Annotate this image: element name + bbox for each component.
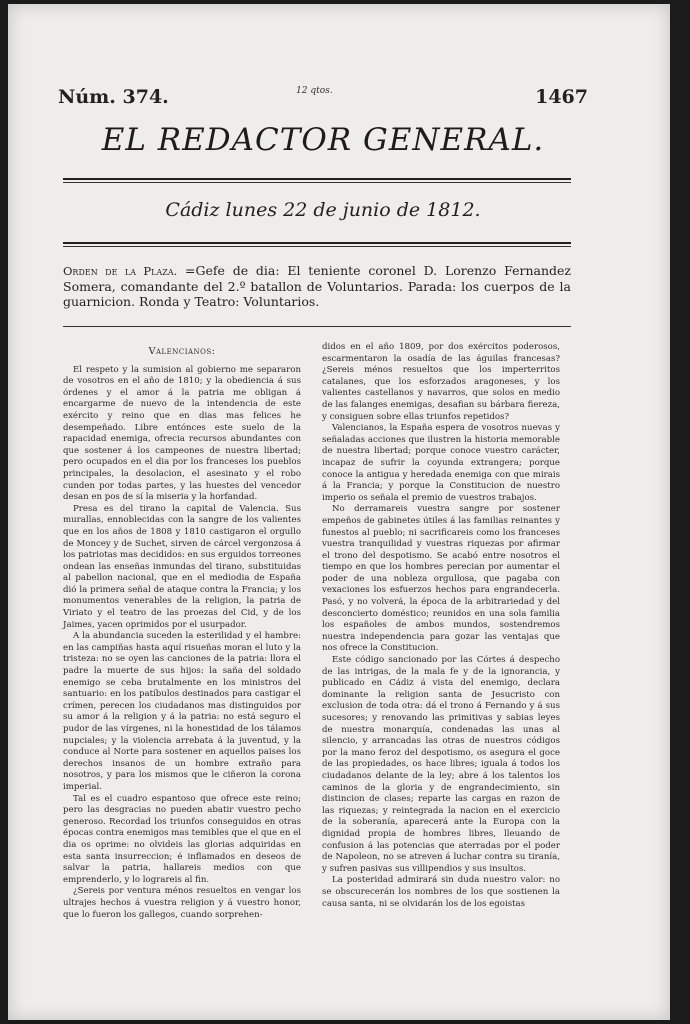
paragraph: El respeto y la sumision al gobierno me separaron de vosotros en el año de 1810; y la obediencia á sus órdenes y el amor á la patria me obligan á encargarme de nuevo de la intendencia de este exército y reino que en dias mas felices he desempeñado. Libre entónces este suelo de la rapacidad enemiga, ofrecia recursos abundantes con que sostener á los campeones de nuestra libertad; pero ocupados en el dia por los franceses los pueblos principales, la desolacion, el asesinato y el robo cunden por todas partes, y las huestes del vencedor desan en pos de sí la miseria y la horfandad. (63, 364, 301, 503)
paragraph: A la abundancia suceden la esterilidad y el hambre: en las campiñas hasta aquí risueñas moran el luto y la tristeza: no se oyen las canciones de la patria: llora el padre la muerte de sus hijos: la saña del soldado enemigo se ceba brutalmente en los ministros del santuario: en los patíbulos destinados para castigar el crímen, perecen los ciudadanos mas distinguidos por su amor á la religion y á la patria: no está seguro el pudor de las vírgenes, ni la honestidad de los tálamos nupciales; y la violencia arrebata á la juventud, y la conduce al Norte para sostener en aquellos paises los derechos insanos de un hombre extraño para nosotros, y para los mismos que le ciñeron la corona imperial. (63, 631, 301, 792)
paragraph: Valencianos, la España espera de vosotros nuevas y señaladas acciones que ilustren la historia memorable de nuestra libertad; porque conoce vuestro carácter, incapaz de sufrir la coyunda extrangera; porque conoce la antigua y heredada enemiga con que mirais á la Francia; y porque la Constitucion de nuestro imperio os señala el premio de vuestros trabajos. (322, 423, 560, 503)
rule-top-2 (63, 182, 571, 183)
newspaper-page (8, 4, 670, 1020)
column-left (63, 342, 301, 921)
rule-section (63, 326, 571, 327)
header-row (58, 86, 588, 116)
issue-number: Núm. 374. (58, 86, 169, 108)
paragraph: No derramareis vuestra sangre por sostener empeños de gabinetes útiles á las familias reinantes y funestos al pueblo; ni sacrificareis como los franceses vuestra tranquilidad y vuestras riquezas por afirmar el trono del despotismo. Se acabó entre nosotros el tiempo en que los hombres perecian por aumentar el poder de una nobleza orgullosa, que pagaba con vexaciones los esfuerzos hechos para engrandecerla. Pasó, y no volverá, la época de la arbitrariedad y del desconcierto doméstico; reunidos en una sola familia los españoles de ambos mundos, sostendremos nuestra independencia para gozar las ventajas que nos ofrece la Constitucion. (322, 504, 560, 654)
orden-de-la-plaza (63, 263, 571, 309)
column-right (322, 342, 560, 910)
orden-text: =Gefe de dia: El teniente coronel D. Lorenzo Fernandez Somera, comandante del 2.º batallon de Voluntarios. Parada: los cuerpos de la guarnicion. Ronda y Teatro: Voluntarios. (63, 263, 571, 309)
rule-mid-2 (63, 246, 571, 247)
rule-mid-1 (63, 242, 571, 244)
rule-top-1 (63, 178, 571, 180)
price: 12 qtos. (296, 86, 333, 96)
paragraph: didos en el año 1809, por dos exércitos poderosos, escarmentaron la osadía de las águilas francesas? ¿Sereis ménos resueltos que los imperterritos catalanes, que los esforzados aragoneses, y los valientes castellanos y navarros, que solos en medio de las falanges enemigas, desafian su bárbara fiereza, y consiguen sobre ellas triunfos repetidos? (322, 342, 560, 422)
paragraph: Presa es del tirano la capital de Valencia. Sus murallas, ennoblecidas con la sangre de los valientes que en los años de 1808 y 1810 castigaron el orgullo de Moncey y de Suchet, sirven de cárcel vergonzosa á los patriotas mas decididos: en sus erguidos torreones ondean las enseñas inmundas del tirano, substituidas al pabellon nacional, que en el mediodia de España dió la primera señal de ataque contra la Francia; y los monumentos venerables de la religion, la patria de Viriato y el teatro de las proezas del Cid, y de los Jaimes, yacen oprimidos por el usurpador. (63, 503, 301, 630)
section-title: Valencianos: (148, 346, 216, 357)
paragraph: La posteridad admirará sin duda nuestro valor: no se obscurecerán los nombres de los que sostienen la causa santa, ni se olvidarán los de los egoistas (322, 875, 560, 909)
dateline: Cádiz lunes 22 de junio de 1812. (165, 199, 481, 221)
masthead-title: EL REDACTOR GENERAL. (101, 122, 545, 158)
paragraph: Este código sancionado por las Córtes á despecho de las intrigas, de la mala fe y de la ignorancia, y publicado en Cádiz á vista del enemigo, declara dominante la religion santa de Jesucristo con exclusion de toda otra: dá el trono á Fernando y á sus sucesores; y renovando las primitivas y sabias leyes de nuestra monarquía, condenadas las unas al silencio, y arrancadas las otras de nuestros códigos por la mano feroz del despotismo, os asegura el goce de las propiedades, os hace libres; iguala á todos los ciudadanos delante de la ley; abre á los talentos los caminos de la gloria y de engrandecimiento, sin distincion de clases; reparte las cargas en razon de las riquezas; y reintegrada la nacion en el exercicio de la soberanía, aparecerá ante la Europa con la dignidad propia de hombres libres, lleuando de confusion á las potencias que aterradas por el poder de Napoleon, no se atreven á luchar contra su tiranía, y sufren pasivas sus villipendios y sus insultos. (322, 655, 560, 874)
paragraph: ¿Sereis por ventura ménos resueltos en vengar los ultrajes hechos á vuestra religion y á vuestro honor, que lo fueron los gallegos, cuando sorprehen- (63, 886, 301, 920)
page-number: 1467 (535, 86, 588, 108)
orden-label: Orden de la Plaza. (63, 264, 178, 278)
paragraph: Tal es el cuadro espantoso que ofrece este reino; pero las desgracias no pueden abatir vuestro pecho generoso. Recordad los triunfos conseguidos en otras épocas contra enemigos mas temibles que el que en el dia os oprime: no olvideis las glorias adquiridas en esta santa insurreccion; é inflamados en deseos de salvar la patria, hallareis medios con que emprenderlo, y lo lograreis al fin. (63, 793, 301, 885)
